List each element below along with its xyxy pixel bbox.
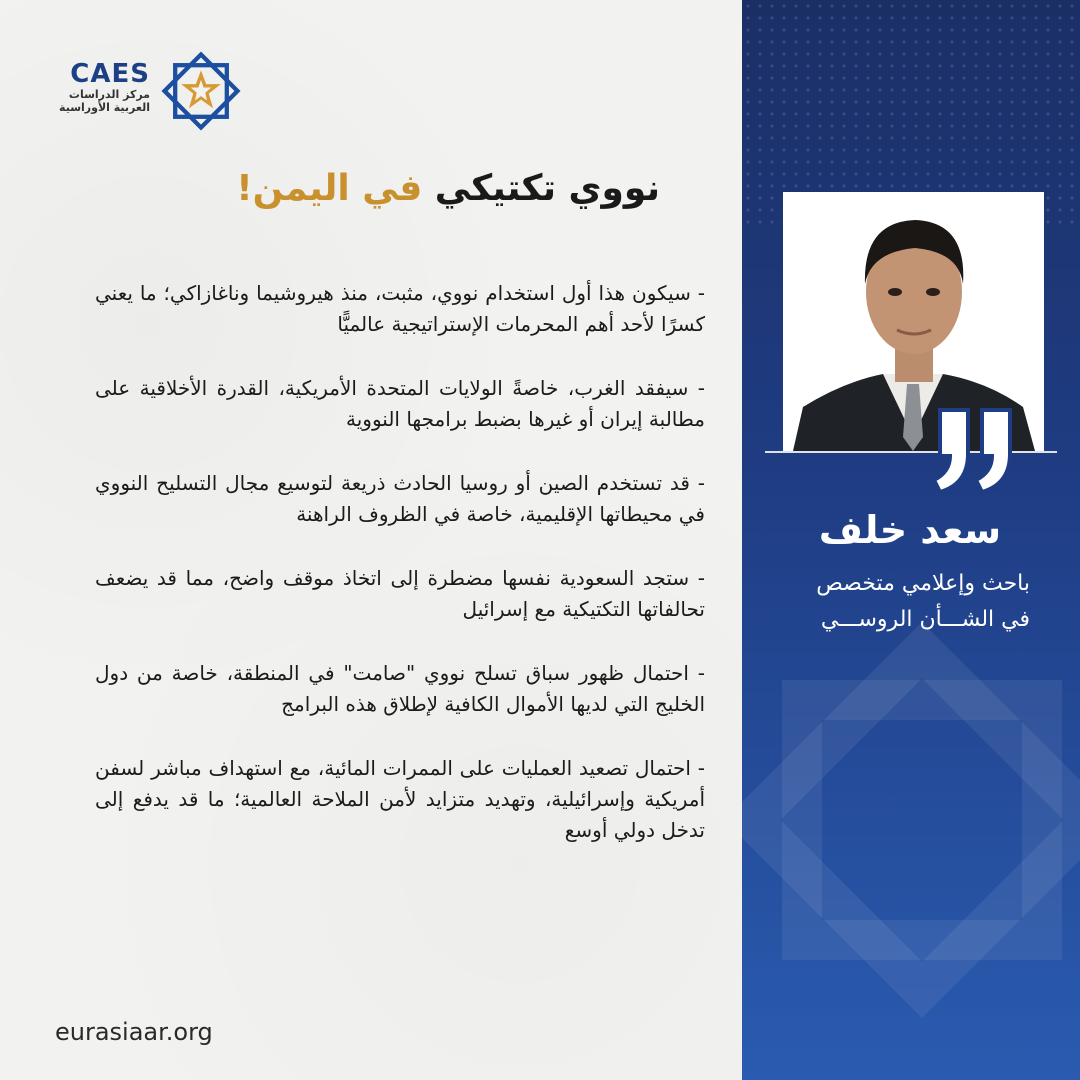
author-name: سعد خلف — [818, 508, 1002, 552]
author-role — [760, 566, 1030, 638]
logo-text — [55, 60, 150, 114]
points-list — [95, 258, 705, 879]
logo-abbreviation: CAES — [70, 59, 150, 89]
title-main: نووي تكتيكي — [422, 168, 660, 209]
point-item-4: - ستجد السعودية نفسها مضطرة إلى اتخاذ موقف واضح، مما قد يضعف تحالفاتها التكتيكية مع إسرائيل — [95, 566, 705, 621]
decorative-star-pattern — [742, 620, 1080, 1080]
point-item-3: - قد تستخدم الصين أو روسيا الحادث ذريعة لتوسيع مجال التسليح النووي في محيطاتها الإقليمية، خاصة في الظروف الراهنة — [95, 471, 705, 526]
logo-name-line2: العربية الأوراسية — [59, 101, 150, 114]
website-link[interactable]: eurasiaar.org — [55, 1018, 213, 1046]
author-role-line1: باحث وإعلامي متخصص — [816, 571, 1030, 596]
point-item-2: - سيفقد الغرب، خاصةً الولايات المتحدة الأمريكية، القدرة الأخلاقية على مطالبة إيران أو غيرها بضبط برامجها النووية — [95, 376, 705, 431]
page-title — [60, 168, 660, 209]
octagram-star-logo-icon — [158, 48, 244, 134]
point-item-5: - احتمال ظهور سباق تسلح نووي "صامت" في المنطقة، خاصة من دول الخليج التي لديها الأموال الكافية لإطلاق هذه البرامج — [95, 661, 705, 716]
point-item-6: - احتمال تصعيد العمليات على الممرات المائية، مع استهداف مباشر لسفن أمريكية وإسرائيلية، وتهديد متزايد لأمن الملاحة العالمية؛ ما قد يدفع إلى تدخل دولي أوسع — [95, 756, 705, 842]
author-role-line2: في الشـــأن الروســـي — [820, 607, 1030, 632]
title-accent: في اليمن! — [236, 168, 423, 209]
point-item-1: - سيكون هذا أول استخدام نووي، مثبت، منذ هيروشيما وناغازاكي؛ ما يعني كسرًا لأحد أهم المحرمات الإستراتيجية عالميًّا — [95, 281, 705, 336]
logo-name-line1: مركز الدراسات — [68, 88, 150, 101]
caes-logo — [55, 48, 255, 128]
closing-quote-icon — [920, 408, 1040, 498]
